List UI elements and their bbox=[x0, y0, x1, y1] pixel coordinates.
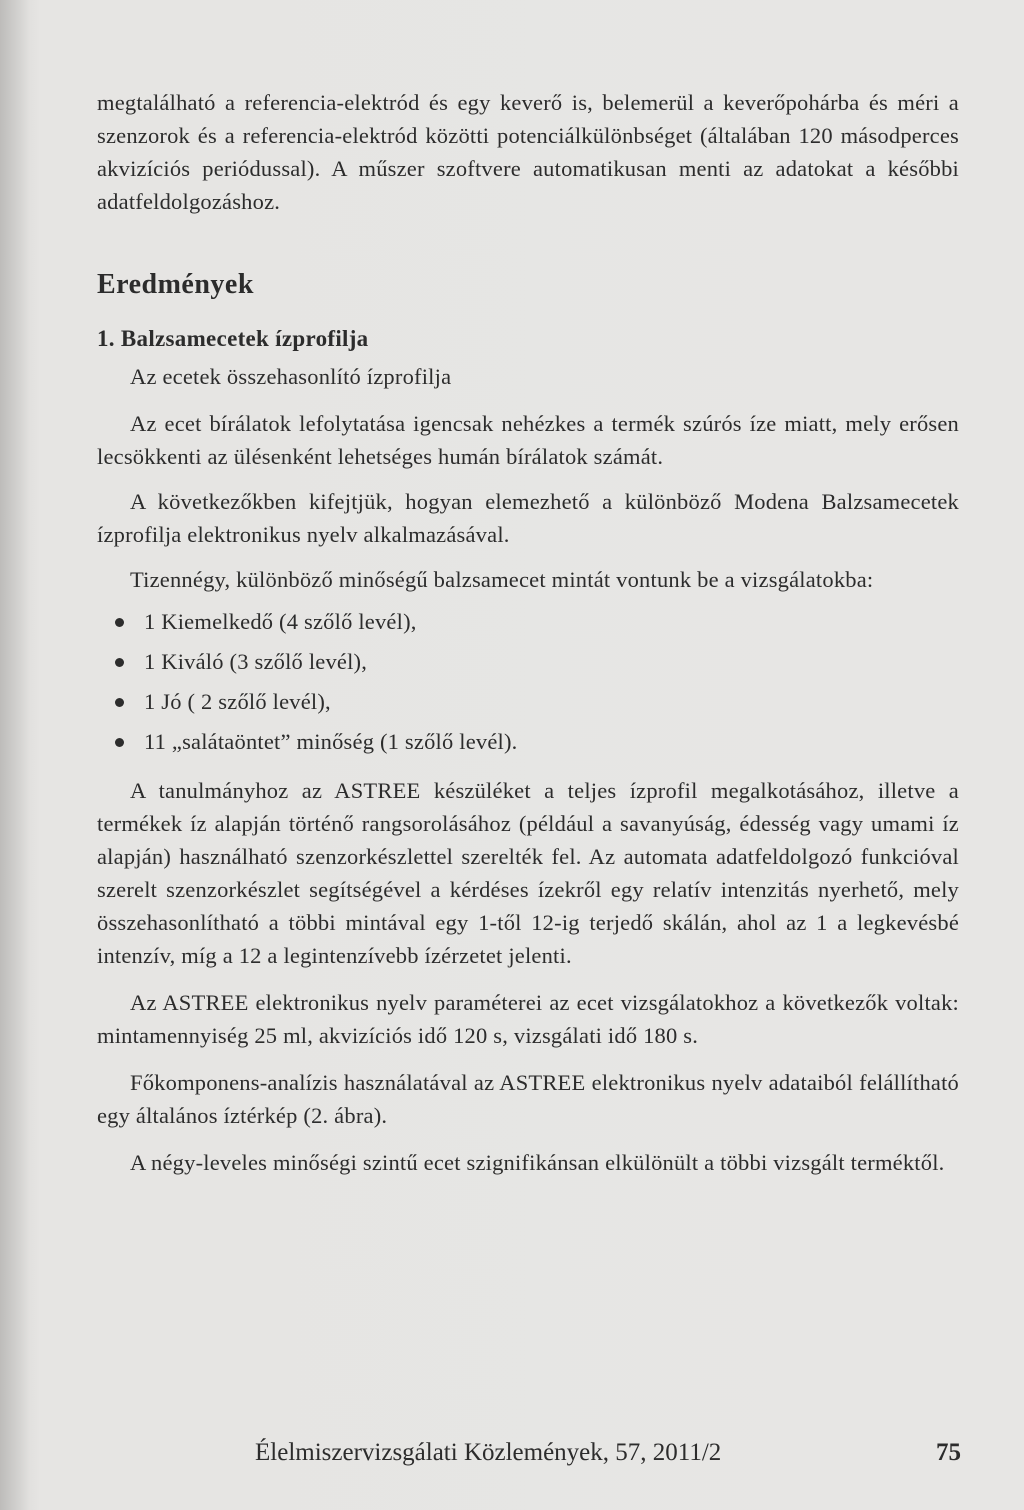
bullet-icon bbox=[115, 698, 124, 707]
bullet-icon bbox=[115, 738, 124, 747]
paragraph-2: A következőkben kifejtjük, hogyan elemezhető a különböző Modena Balzsamecetek ízprofilja elektronikus nyelv alkalmazásával. bbox=[97, 489, 959, 547]
journal-citation: Élelmiszervizsgálati Közlemények, 57, 2011/2 bbox=[255, 1439, 722, 1466]
subtitle: Az ecetek összehasonlító ízprofilja bbox=[130, 364, 452, 389]
page-body bbox=[97, 86, 959, 1179]
list-item: 11 „salátaöntet” minőség (1 szőlő levél). bbox=[109, 722, 959, 762]
paragraph-3: Tizennégy, különböző minőségű balzsamecet mintát vontunk be a vizsgálatokba: bbox=[130, 567, 874, 592]
sample-list bbox=[97, 602, 959, 762]
section-heading: Eredmények bbox=[97, 269, 254, 300]
paragraph-1: Az ecet bírálatok lefolytatása igencsak nehézkes a termék szúrós íze miatt, mely erősen lecsökkenti az ülésenként lehetséges humán bírálatok számát. bbox=[97, 411, 959, 469]
page-footer bbox=[255, 1433, 961, 1473]
bullet-icon bbox=[115, 618, 124, 627]
intro-paragraph: megtalálható a referencia-elektród és egy keverő is, belemerül a keverőpohárba és méri a szenzorok és a referencia-elektród közötti potenciálkülönbséget (általában 120 másodperces akvizíciós periódussal). A műszer szoftvere automatikusan menti az adatokat a későbbi adatfeldolgozáshoz. bbox=[97, 90, 959, 214]
list-item: 1 Kiváló (3 szőlő levél), bbox=[109, 642, 959, 682]
paragraph-5: Az ASTREE elektronikus nyelv paraméterei az ecet vizsgálatokhoz a következők voltak: mintamennyiség 25 ml, akvizíciós idő 120 s, vizsgálati idő 180 s. bbox=[97, 990, 959, 1048]
paragraph-7: A négy-leveles minőségi szintű ecet szignifikánsan elkülönült a többi vizsgált terméktől. bbox=[130, 1150, 945, 1175]
list-item: 1 Jó ( 2 szőlő levél), bbox=[109, 682, 959, 722]
list-item: 1 Kiemelkedő (4 szőlő levél), bbox=[109, 602, 959, 642]
paragraph-6: Főkomponens-analízis használatával az ASTREE elektronikus nyelv adataiból felállítható egy általános íztérkép (2. ábra). bbox=[97, 1070, 959, 1128]
paragraph-4: A tanulmányhoz az ASTREE készüléket a teljes ízprofil megalkotásához, illetve a termékek íz alapján történő rangsorolásához (például a savanyúság, édesség vagy umami íz alapján) használható szenzorkészlettel szerelték fel. Az automata adatfeldolgozó funkcióval szerelt szenzorkészlet segítségével a kérdéses ízekről egy relatív intenzitás nyerhető, mely összehasonlítható a többi mintával egy 1-től 12-ig terjedő skálán, ahol az 1 a legkevésbé intenzív, míg a 12 a legintenzívebb ízérzetet jelenti. bbox=[97, 778, 959, 968]
subsection-heading: 1. Balzsamecetek ízprofilja bbox=[97, 326, 369, 351]
bullet-icon bbox=[115, 658, 124, 667]
page-number: 75 bbox=[936, 1439, 961, 1466]
book-spine-shadow bbox=[0, 0, 30, 1510]
